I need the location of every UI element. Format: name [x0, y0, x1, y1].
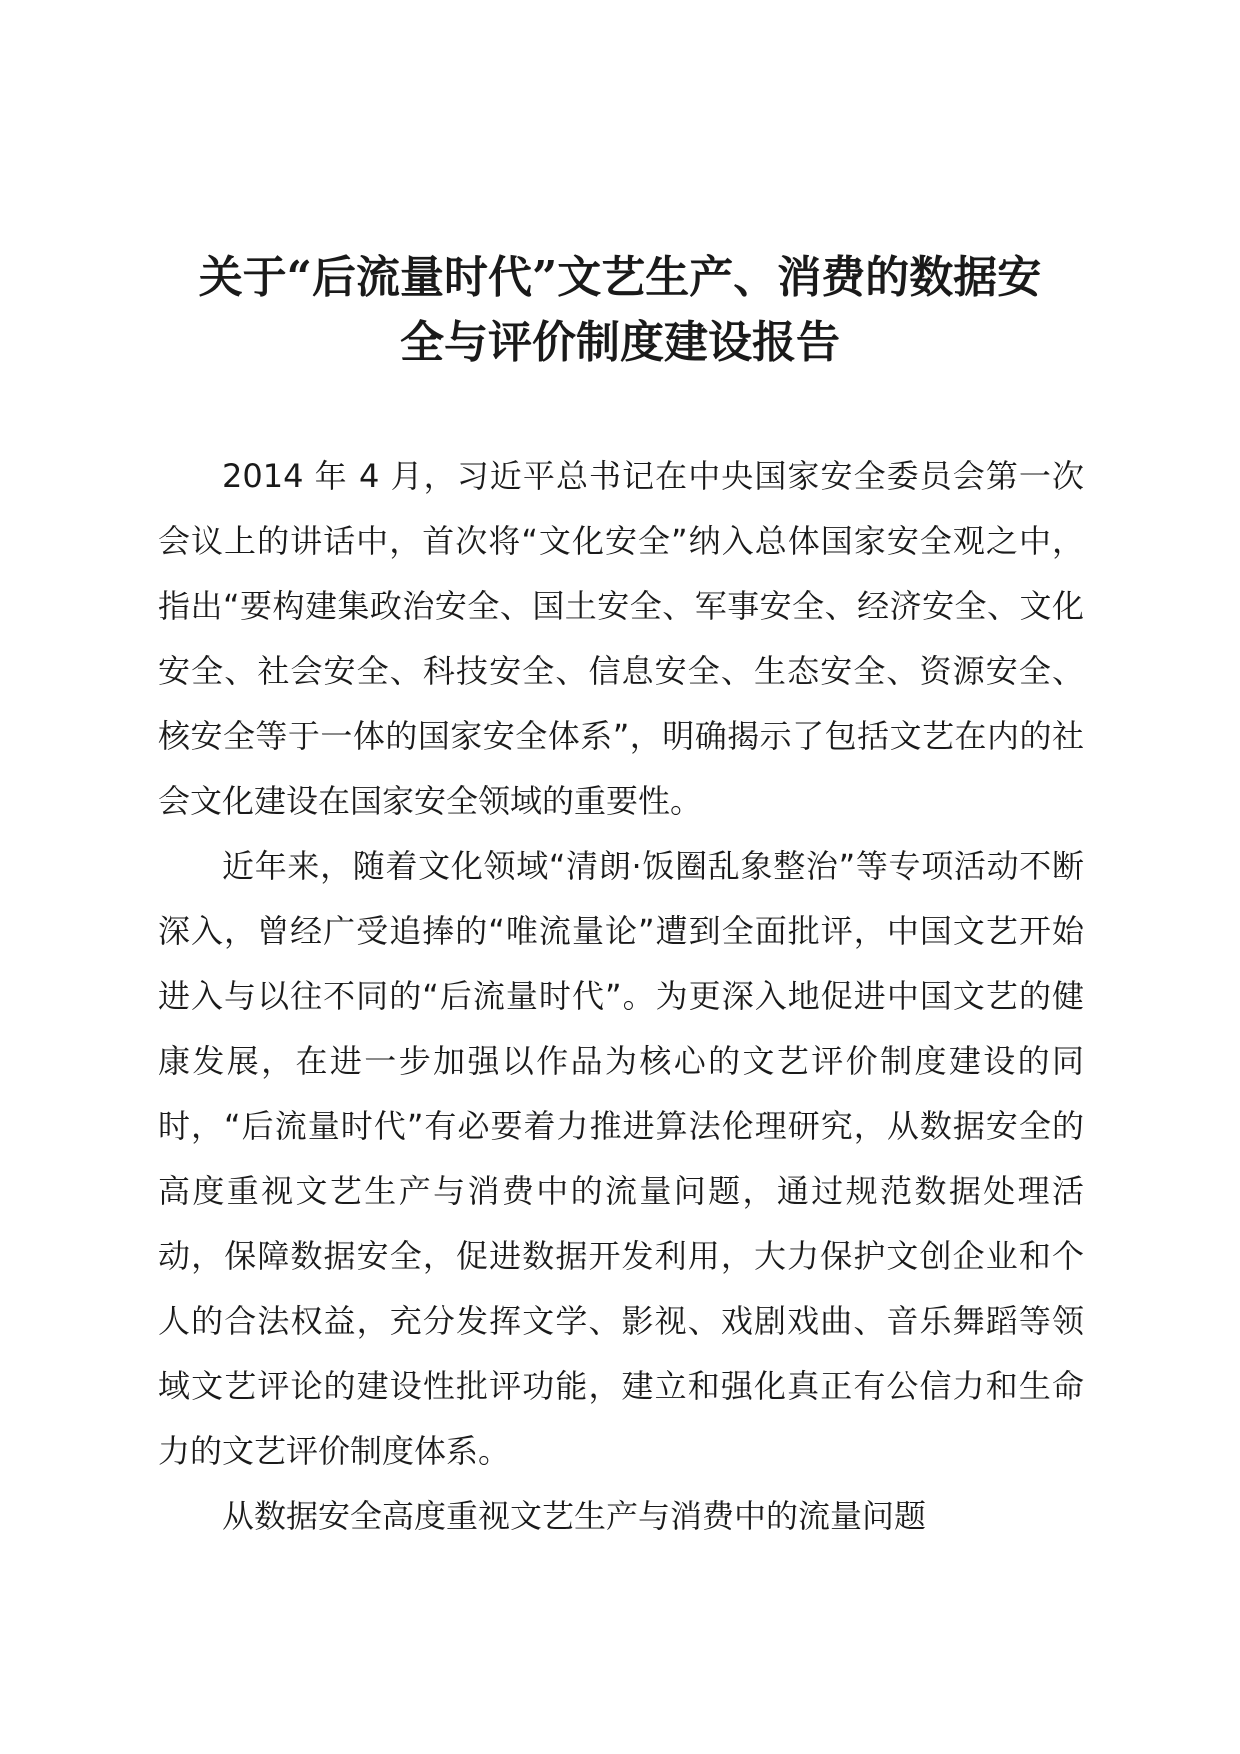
- title-line-1: 关于“后流量时代”文艺生产、消费的数据安: [198, 252, 1042, 303]
- section-heading: 从数据安全高度重视文艺生产与消费中的流量问题: [222, 1497, 927, 1535]
- document-body: [158, 444, 1084, 1549]
- title-line-2: 全与评价制度建设报告: [400, 317, 840, 368]
- paragraph-1: 2014 年 4 月，习近平总书记在中央国家安全委员会第一次会议上的讲话中，首次将“文化安全”纳入总体国家安全观之中，指出“要构建集政治安全、国土安全、军事安全、经济安全、文化安全、社会安全、科技安全、信息安全、生态安全、资源安全、核安全等于一体的国家安全体系”，明确揭示了包括文艺在内的社会文化建设在国家安全领域的重要性。: [158, 457, 1084, 820]
- page-title: [150, 245, 1090, 375]
- paragraph-2: 近年来，随着文化领域“清朗·饭圈乱象整治”等专项活动不断深入，曾经广受追捧的“唯流量论”遭到全面批评，中国文艺开始进入与以往不同的“后流量时代”。为更深入地促进中国文艺的健康发展，在进一步加强以作品为核心的文艺评价制度建设的同时，“后流量时代”有必要着力推进算法伦理研究，从数据安全的高度重视文艺生产与消费中的流量问题，通过规范数据处理活动，保障数据安全，促进数据开发利用，大力保护文创企业和个人的合法权益，充分发挥文学、影视、戏剧戏曲、音乐舞蹈等领域文艺评论的建设性批评功能，建立和强化真正有公信力和生命力的文艺评价制度体系。: [158, 847, 1084, 1470]
